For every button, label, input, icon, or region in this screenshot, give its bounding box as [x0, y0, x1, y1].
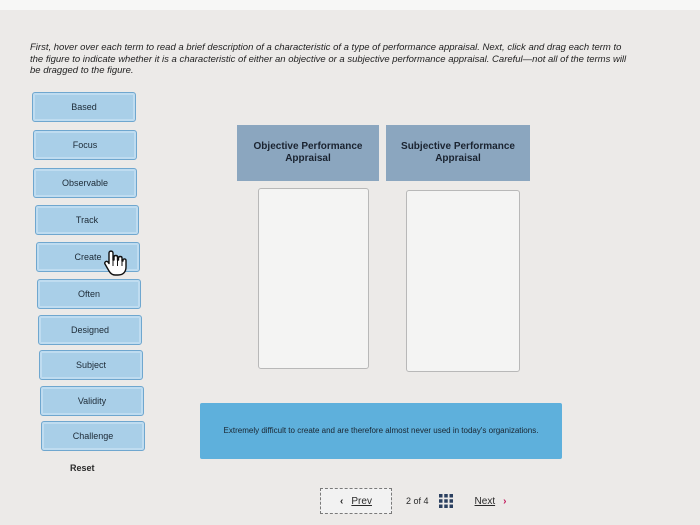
top-strip: [0, 0, 700, 10]
term-create[interactable]: Create: [36, 242, 140, 272]
term-based[interactable]: Based: [32, 92, 136, 122]
objective-column-header: Objective Performance Appraisal: [237, 125, 379, 181]
term-track[interactable]: Track: [35, 205, 139, 235]
page-indicator: 2 of 4: [406, 496, 429, 506]
term-subject[interactable]: Subject: [39, 350, 143, 380]
term-description-box: Extremely difficult to create and are therefore almost never used in today's organizations.: [200, 403, 562, 459]
next-label: Next: [474, 495, 496, 507]
next-button[interactable]: [475, 496, 507, 507]
term-validity[interactable]: Validity: [40, 386, 144, 416]
chevron-right-icon: ›: [503, 495, 507, 507]
term-challenge[interactable]: Challenge: [41, 421, 145, 451]
subjective-column-header: Subjective Performance Appraisal: [386, 125, 530, 181]
term-often[interactable]: Often: [37, 279, 141, 309]
subjective-drop-zone[interactable]: [406, 190, 520, 372]
prev-button[interactable]: [320, 488, 392, 514]
chevron-left-icon: ‹: [340, 495, 344, 507]
term-designed[interactable]: Designed: [38, 315, 142, 345]
instructions-text: First, hover over each term to read a brief description of a characteristic of a type of performance appraisal. Next, click and drag each term to the figure to indicate whether it is a characteristic of either an objective or a subjective performance appraisal. Careful—not all of the terms will be dragged to the figure.: [30, 42, 627, 76]
term-observable[interactable]: Observable: [33, 168, 137, 198]
term-focus[interactable]: Focus: [33, 130, 137, 160]
reset-button[interactable]: Reset: [70, 463, 95, 473]
prev-label: Prev: [351, 495, 372, 507]
objective-drop-zone[interactable]: [258, 188, 369, 369]
grid-icon[interactable]: [439, 494, 453, 508]
pagination-nav: [320, 487, 550, 515]
